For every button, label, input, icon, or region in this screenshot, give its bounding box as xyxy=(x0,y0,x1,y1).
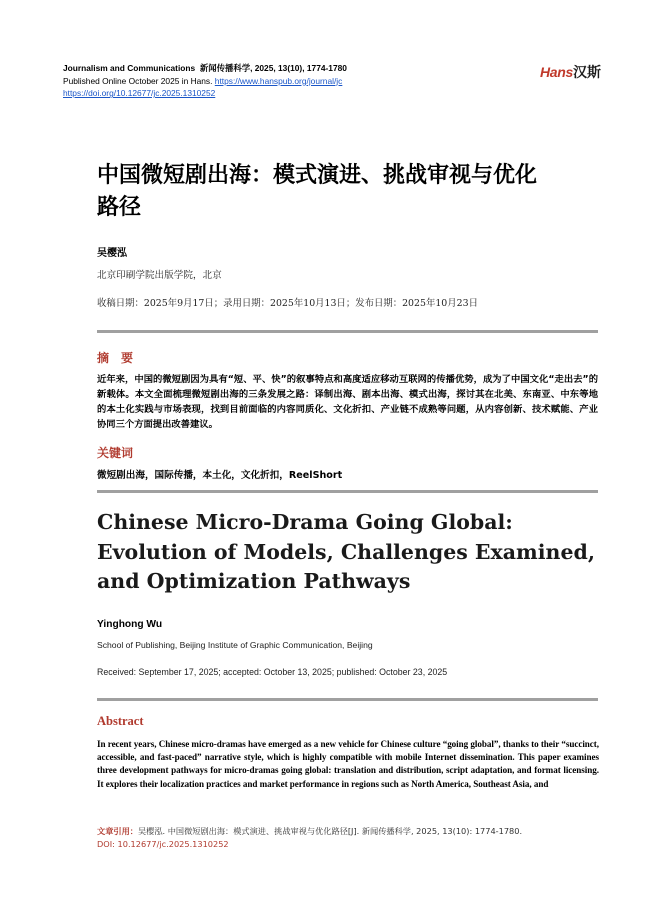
journal-url-link[interactable]: https://www.hanspub.org/journal/jc xyxy=(214,75,343,86)
english-affiliation: School of Publishing, Beijing Institute of Graphic Communication, Beijing xyxy=(97,640,373,650)
chinese-author: 吴樱泓 xyxy=(97,248,127,259)
journal-volume: , 2025, 13(10), 1774-1780 xyxy=(250,63,347,73)
citation-text: 吴樱泓. 中国微短剧出海：模式演进、挑战审视与优化路径[J]. 新闻传播科学, 2025, 13(10): 1774-1780. xyxy=(137,826,523,836)
chinese-keywords-heading: 关键词 xyxy=(97,446,134,460)
english-title-line-1: Chinese Micro-Drama Going Global: xyxy=(97,510,513,534)
published-line xyxy=(63,75,483,88)
chinese-title-line-1: 中国微短剧出海：模式演进、挑战审视与优化 xyxy=(97,163,538,188)
chinese-abstract: 近年来，中国的微短剧因为具有“短、平、快”的叙事特点和高度适应移动互联网的传播优势，成为了中国文化“走出去”的新载体。本文全面梳理微短剧出海的三条发展之路：译制出海、剧本出海、模式出海，探讨其在北美、东南亚、中东等地的本土化实践与市场表现，找到目前面临的内容同质化、文化折扣、产业链不成熟等问题，从内容创新、技术赋能、产业协同三个方面提出改善建议。 xyxy=(97,374,598,430)
logo-text-en: Hans xyxy=(540,64,574,80)
journal-name-zh: 新闻传播科学 xyxy=(199,63,251,73)
english-abstract: In recent years, Chinese micro-dramas have emerged as a new vehicle for Chinese culture “going global”, thanks to their “succinct, accessible, and fast-paced” narrative style, which is highly compatible with mobile Internet dissemination. This paper examines three development pathways for micro-dramas going global: translation and distribution, script adaptation, and format licensing. It explores their localization practices and market performance in regions such as North America, Southeast Asia, and xyxy=(97,739,599,789)
chinese-keywords: 微短剧出海，国际传播，本土化，文化折扣，ReelShort xyxy=(97,470,343,481)
divider xyxy=(97,490,598,493)
chinese-title xyxy=(97,160,597,224)
english-author: Yinghong Wu xyxy=(97,619,163,630)
journal-name-en: Journalism and Communications xyxy=(63,63,196,73)
chinese-dates: 收稿日期：2025年9月17日；录用日期：2025年10月13日；发布日期：2025年10月23日 xyxy=(97,298,478,309)
logo-text-zh: 汉斯 xyxy=(573,64,602,80)
chinese-abstract-heading: 摘 要 xyxy=(97,351,134,365)
citation-footer xyxy=(97,825,617,851)
english-abstract-heading: Abstract xyxy=(97,714,144,728)
publisher-logo xyxy=(540,62,601,82)
divider xyxy=(97,330,598,333)
english-dates: Received: September 17, 2025; accepted: October 13, 2025; published: October 23, 2025 xyxy=(97,667,448,677)
journal-citation-line xyxy=(63,62,483,75)
english-title xyxy=(97,508,617,597)
english-title-line-3: and Optimization Pathways xyxy=(97,569,411,593)
chinese-title-line-2: 路径 xyxy=(97,195,142,220)
doi-url-link[interactable]: https://doi.org/10.12677/jc.2025.1310252 xyxy=(63,88,216,99)
divider xyxy=(97,698,598,701)
chinese-affiliation: 北京印刷学院出版学院，北京 xyxy=(97,270,222,281)
published-text: Published Online October 2025 in Hans. xyxy=(63,75,213,86)
citation-doi[interactable]: DOI: 10.12677/jc.2025.1310252 xyxy=(97,839,229,849)
english-title-line-2: Evolution of Models, Challenges Examined, xyxy=(97,539,595,564)
citation-label: 文章引用： xyxy=(97,826,138,836)
journal-header xyxy=(63,62,483,100)
